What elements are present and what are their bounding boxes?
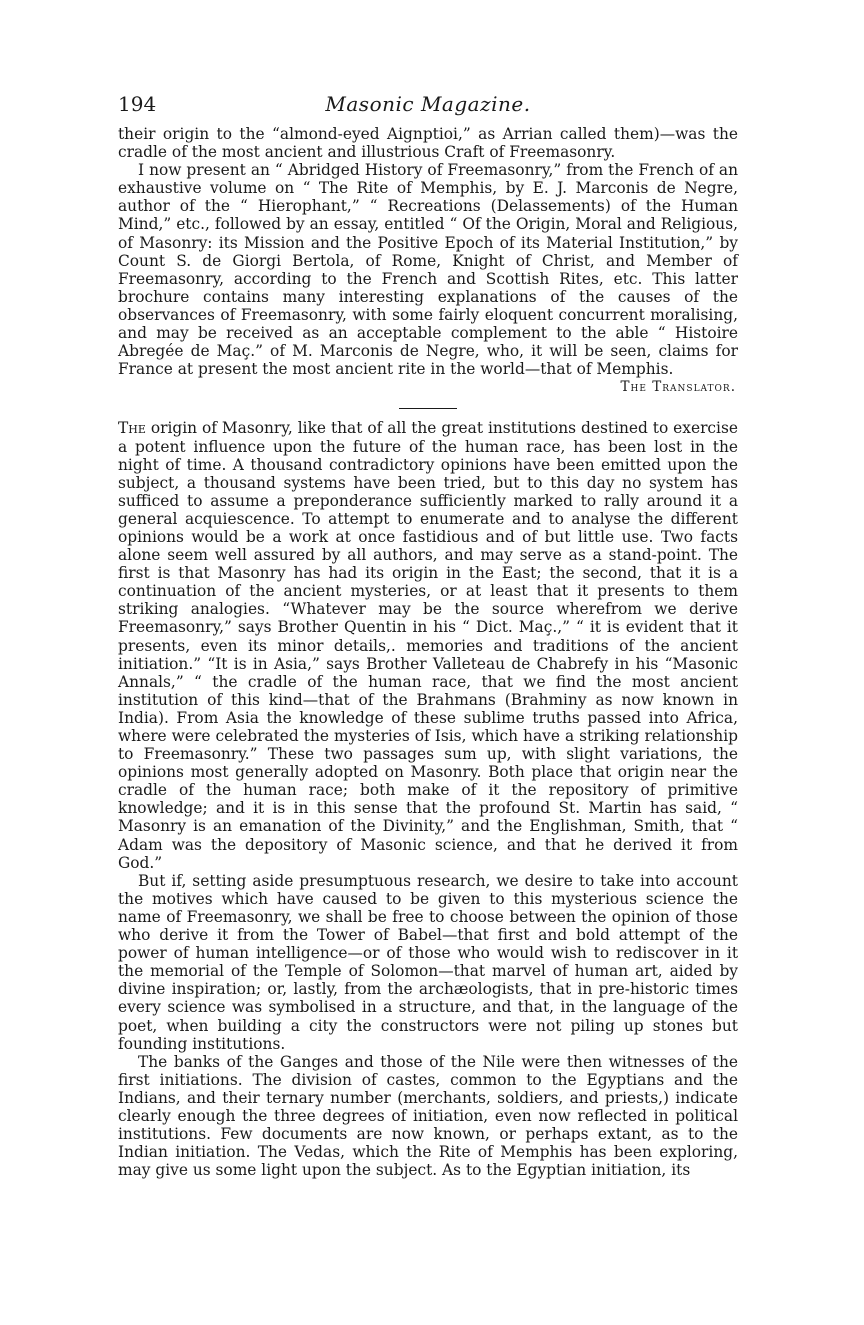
body-paragraph-2: But if, setting aside presumptuous research, we desire to take into account the motives which have caused to be given to this mysterious science the name of Freemasonry, we shall be free to choose between the opinion of those who derive it from the Tower of Babel—that first and bold attempt of the power of human intelligence—or of those who would wish to rediscover in it the memorial of the Temple of Solomon—that marvel of human art, aided by divine inspiration; or, lastly, from the archæologists, that in pre-historic times every science was symbolised in a structure, and that, in the language of the poet, when building a city the constructors were not piling up stones but founding institutions. — [118, 871, 738, 1053]
body-paragraph-3: The banks of the Ganges and those of the Nile were then witnesses of the first initiations. The division of castes, common to the Egyptians and the Indians, and their ternary number (merchants, soldiers, and priests,) indicate clearly enough the three degrees of initiation, even now reflected in political institutions. Few documents are now known, or perhaps extant, as to the Indian initiation. The Vedas, which the Rite of Memphis has been exploring, may give us some light upon the subject. As to the Egyptian initiation, its — [118, 1052, 738, 1180]
page-number: 194 — [118, 92, 157, 116]
preface-paragraph-2: I now present an “ Abridged History of Freemasonry,” from the French of an exhaustive volume on “ The Rite of Memphis, by E. J. Marconis de Negre, author of the “ Hierophant,” “ Recreations (Delassements) of the Human Mind,” etc., followed by an essay, entitled “ Of the Origin, Moral and Religious, of Masonry: its Mission and the Positive Epoch of its Material Institution,” by Count S. de Giorgi Bertola, of Rome, Knight of Christ, and Member of Freemasonry, according to the French and Scottish Rites, etc. This latter brochure contains many interesting explanations of the causes of the observances of Freemasonry, with some fairly eloquent concurrent moralising, and may be received as an acceptable complement to the able “ Histoire Abregée de Maç.” of M. Marconis de Negre, who, it will be seen, claims for France at present the most ancient rite in the world—that of Memphis. — [118, 161, 738, 379]
translator-signature: The Translator. — [620, 379, 736, 396]
preface-paragraph-1: their origin to the “almond-eyed Aignptioi,” as Arrian called them)—was the cradle of the most ancient and illustrious Craft of Freemasonry. — [118, 125, 738, 162]
page-header — [118, 92, 738, 121]
body-paragraph-1 — [118, 419, 738, 871]
lead-word: The — [118, 419, 146, 438]
body-paragraph-1-text: origin of Masonry, like that of all the great institutions destined to exercise a potent influence upon the future of the human race, has been lost in the night of time. A thousand contradictory opinions have been emitted upon the subject, a thousand systems have been tried, but to this day no system has sufficed to assume a preponderance sufficiently marked to rally around it a general acquiescence. To attempt to enumerate and to analyse the different opinions would be a work at once fastidious and of but little use. Two facts alone seem well assured by all authors, and may serve as a stand-point. The first is that Masonry has had its origin in the East; the second, that it is a continuation of the ancient mysteries, or at least that it presents to them striking analogies. “Whatever may be the source wherefrom we derive Freemasonry,” says Brother Quentin in his “ Dict. Maç.,” “ it is evident that it presents, even its minor details,. memories and traditions of the ancient initiation.” “It is in Asia,” says Brother Valleteau de Chabrefy in his “Masonic Annals,” “ the cradle of the human race, that we find the most ancient institution of this kind—that of the Brahmans (Brahminy as now known in India). From Asia the knowledge of these sublime truths passed into Africa, where were celebrated the mysteries of Isis, which have a striking relationship to Freemasonry.” These two passages sum up, with slight variations, the opinions most generally adopted on Masonry. Both place that origin near the cradle of the human race; both make of it the repository of primitive knowledge; and it is in this sense that the profound St. Martin has said, “ Masonry is an emanation of the Divinity,” and the Englishman, Smith, that “ Adam was the depository of Masonic science, and that he derived it from God.” — [118, 419, 738, 872]
section-divider — [399, 408, 457, 409]
running-title: Masonic Magazine. — [325, 92, 531, 116]
magazine-page — [118, 92, 738, 1180]
